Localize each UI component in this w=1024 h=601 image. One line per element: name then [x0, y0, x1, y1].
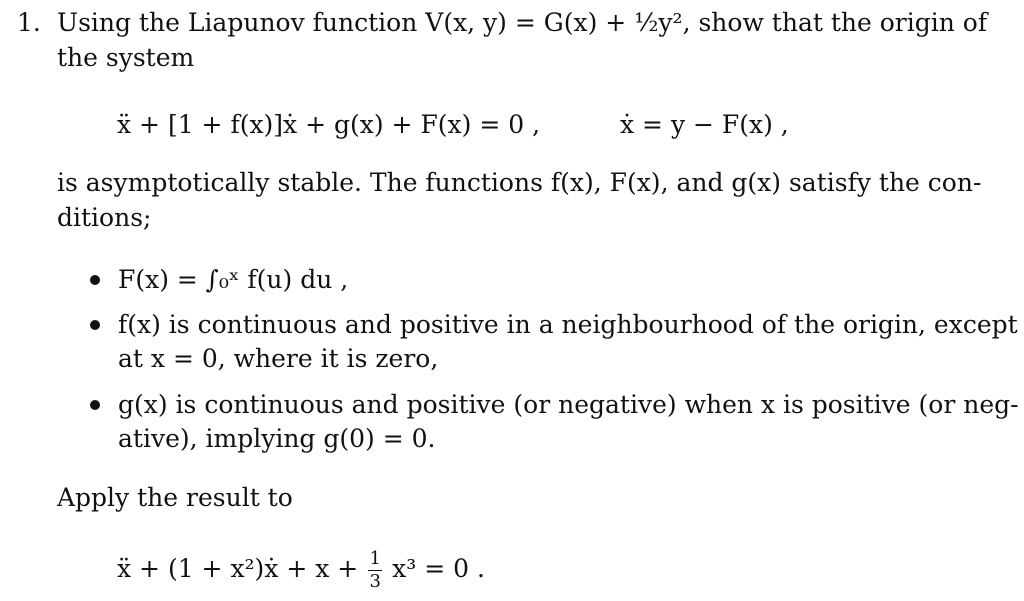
condition-1-line-1: F(x) = ∫₀ˣ f(u) du , — [118, 265, 349, 294]
system-equation-left: ẍ + [1 + f(x)]ẋ + g(x) + F(x) = 0 , — [117, 110, 541, 139]
final-equation-right: x³ = 0 . — [392, 554, 485, 583]
problem-number: 1. — [17, 8, 41, 37]
condition-2-line-2: at x = 0, where it is zero, — [118, 344, 439, 373]
bullet-dot — [90, 400, 100, 410]
bullet-dot — [90, 275, 100, 285]
bullet-dot — [90, 320, 100, 330]
final-equation — [117, 550, 485, 591]
fraction-denominator: 3 — [369, 571, 381, 592]
condition-3-line-1: g(x) is continuous and positive (or negative) when x is positive (or neg- — [118, 390, 1019, 419]
final-equation-left: ẍ + (1 + x²)ẋ + x + — [117, 554, 367, 583]
stable-line-1: is asymptotically stable. The functions f(x), F(x), and g(x) satisfy the con- — [57, 168, 982, 197]
condition-3-line-2: ative), implying g(0) = 0. — [118, 424, 436, 453]
intro-line-2: the system — [57, 43, 195, 72]
fraction-numerator: 1 — [369, 548, 381, 569]
intro-line-1: Using the Liapunov function V(x, y) = G(x) + ½y², show that the origin of — [57, 8, 988, 37]
condition-2-line-1: f(x) is continuous and positive in a neighbourhood of the origin, except — [118, 310, 1018, 339]
apply-text: Apply the result to — [57, 483, 293, 512]
final-equation-fraction — [368, 550, 382, 591]
stable-line-2: ditions; — [57, 203, 152, 232]
system-equation-right: ẋ = y − F(x) , — [620, 110, 789, 139]
